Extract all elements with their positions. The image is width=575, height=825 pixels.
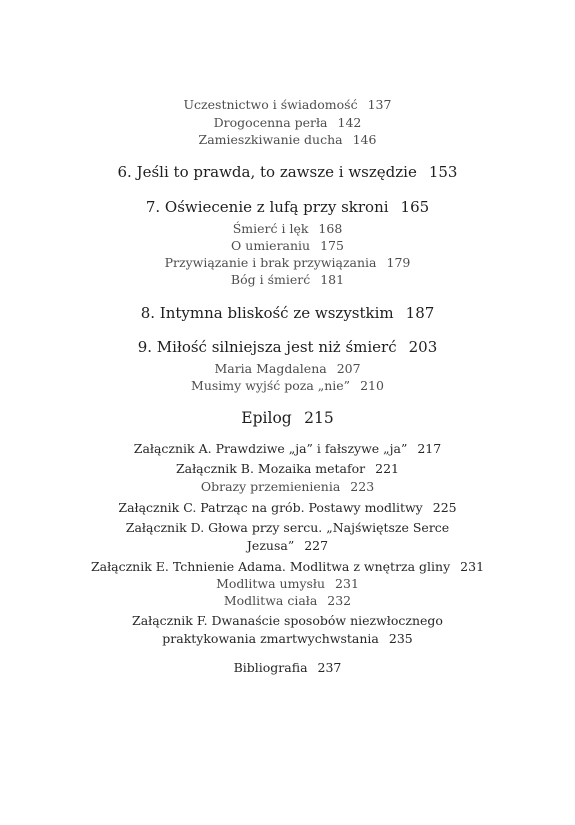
page-number: 231 xyxy=(335,576,359,591)
page-number: 221 xyxy=(375,461,400,476)
epilog-title: Epilog xyxy=(241,409,292,427)
page-number: 235 xyxy=(388,631,413,646)
appendix-title: Załącznik F. Dwanaście sposobów niezwłocznego xyxy=(132,613,443,628)
page-number: 142 xyxy=(337,115,362,130)
entry-title: Śmierć i lęk xyxy=(232,221,309,236)
page-number: 215 xyxy=(304,409,334,427)
page-number: 181 xyxy=(320,272,345,287)
page-number: 203 xyxy=(408,338,438,356)
entry-title: Musimy wyjść poza „nie” xyxy=(191,378,351,393)
toc-subentry xyxy=(0,479,575,494)
page-number: 137 xyxy=(367,97,392,112)
page-number: 231 xyxy=(460,559,485,574)
toc-appendix-a xyxy=(0,441,575,456)
toc-epilog xyxy=(0,409,575,427)
toc-appendix-f-line2 xyxy=(0,631,575,646)
appendix-title: Załącznik C. Patrząc na grób. Postawy modlitwy xyxy=(118,500,423,515)
toc-chapter-6 xyxy=(0,163,575,181)
toc-subentry xyxy=(0,576,575,591)
entry-title: Modlitwa ciała xyxy=(223,593,318,608)
chapter-title: 6. Jeśli to prawda, to zawsze i wszędzie xyxy=(117,163,417,181)
page-number: 153 xyxy=(428,163,458,181)
toc-subentry xyxy=(0,255,575,270)
page-number: 232 xyxy=(327,593,352,608)
entry-title: O umieraniu xyxy=(231,238,311,253)
page-number: 225 xyxy=(432,500,457,515)
toc-subentry xyxy=(0,361,575,376)
toc-appendix-e xyxy=(0,559,575,574)
appendix-title: Załącznik A. Prawdziwe „ja” i fałszywe „ja” xyxy=(133,441,408,456)
page-number: 227 xyxy=(304,538,329,553)
entry-title: Uczestnictwo i świadomość xyxy=(183,97,358,112)
page-number: 175 xyxy=(320,238,344,253)
toc-subentry xyxy=(0,593,575,608)
entry-title: Modlitwa umysłu xyxy=(216,576,326,591)
appendix-title: Załącznik E. Tchnienie Adama. Modlitwa z wnętrza gliny xyxy=(90,559,451,574)
toc-subentry xyxy=(0,132,575,147)
toc-subentry xyxy=(0,378,575,393)
page-number: 168 xyxy=(318,221,343,236)
toc-subentry xyxy=(0,221,575,236)
appendix-title-continued: praktykowania zmartwychwstania xyxy=(162,631,379,646)
page-number: 217 xyxy=(417,441,442,456)
page-number: 210 xyxy=(360,378,384,393)
toc-appendix-d-line2 xyxy=(0,538,575,553)
page-number: 179 xyxy=(386,255,411,270)
chapter-title: 8. Intymna bliskość ze wszystkim xyxy=(140,304,394,322)
toc-chapter-7 xyxy=(0,198,575,216)
bibliography-title: Bibliografia xyxy=(233,660,308,675)
page-number: 165 xyxy=(400,198,430,216)
toc-subentry xyxy=(0,97,575,112)
page-number: 237 xyxy=(317,660,342,675)
entry-title: Bóg i śmierć xyxy=(230,272,311,287)
appendix-title-continued: Jezusa” xyxy=(246,538,295,553)
appendix-title: Załącznik B. Mozaika metafor xyxy=(175,461,366,476)
page-number: 146 xyxy=(352,132,377,147)
toc-subentry xyxy=(0,115,575,130)
toc-chapter-9 xyxy=(0,338,575,356)
toc-chapter-8 xyxy=(0,304,575,322)
entry-title: Przywiązanie i brak przywiązania xyxy=(164,255,377,270)
toc-appendix-c xyxy=(0,500,575,515)
toc-subentry xyxy=(0,238,575,253)
toc-appendix-b xyxy=(0,461,575,476)
page-number: 187 xyxy=(405,304,435,322)
chapter-title: 7. Oświecenie z lufą przy skroni xyxy=(145,198,389,216)
appendix-title: Załącznik D. Głowa przy sercu. „Najświętsze Serce xyxy=(125,520,450,535)
page-number: 207 xyxy=(336,361,361,376)
entry-title: Obrazy przemienienia xyxy=(200,479,341,494)
entry-title: Zamieszkiwanie ducha xyxy=(198,132,343,147)
toc-appendix-f-line1 xyxy=(0,613,575,628)
toc-bibliography xyxy=(0,660,575,675)
page-number: 223 xyxy=(350,479,375,494)
entry-title: Maria Magdalena xyxy=(214,361,327,376)
toc-subentry xyxy=(0,272,575,287)
toc-appendix-d-line1 xyxy=(0,520,575,535)
chapter-title: 9. Miłość silniejsza jest niż śmierć xyxy=(137,338,397,356)
entry-title: Drogocenna perła xyxy=(213,115,328,130)
